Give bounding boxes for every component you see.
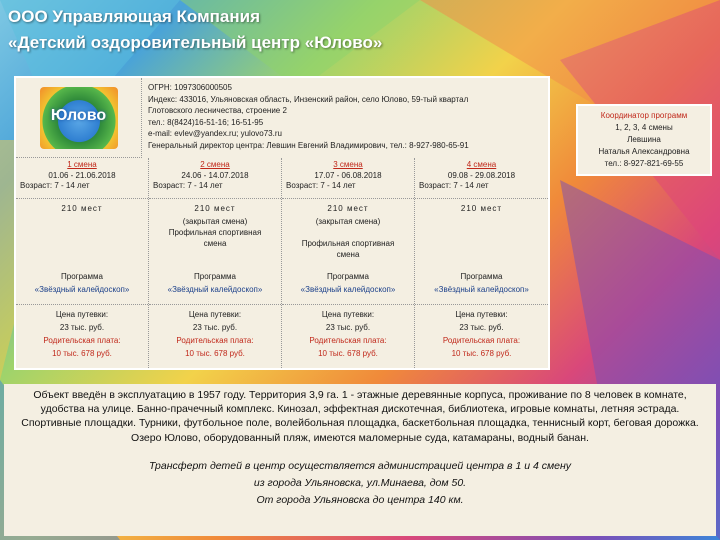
price-value: 23 тыс. руб.	[192, 323, 238, 332]
description-text: Объект введён в эксплуатацию в 1957 году. Территория 3,9 га. 1 - этажные деревянные корпуса, проживание по 8 человек в комнате, удобства на улице. Банно-прачечный комплекс. Кинозал, эффектная дискотечная, библиотека, игровые комнаты, летняя эстрада. Спортивные площадки. Турники, футбольное поле, волейбольная площадка, баскетбольная площадка, теннисный корт, беговая дорожка. Озеро Юлово, оборудованный пляж, имеются маломерные суда, катамараны, водный банан.	[21, 389, 699, 444]
shift-price	[16, 308, 148, 360]
phone: тел.: 8(8424)16-51-16; 16-51-95	[148, 117, 264, 127]
program-name: «Звёздный калейдоскоп»	[434, 285, 529, 294]
shifts-table	[16, 158, 548, 368]
price-label: Цена путевки:	[321, 310, 375, 319]
program-name: «Звёздный калейдоскоп»	[34, 285, 130, 294]
shift-dates: 24.06 - 14.07.2018	[181, 171, 249, 180]
shift-column	[16, 158, 149, 368]
shift-places: 210 мест	[61, 204, 103, 213]
spacer	[282, 227, 414, 238]
price-label: Цена путевки:	[188, 310, 242, 319]
ogrn: ОГРН: 1097306000505	[148, 83, 232, 92]
shift-program	[16, 270, 148, 296]
parent-fee-value: 10 тыс. 678 руб.	[318, 349, 378, 358]
program-name: «Звёздный калейдоскоп»	[300, 285, 396, 294]
shift-places: 210 мест	[194, 204, 236, 213]
parent-fee-label: Родительская плата:	[176, 336, 254, 345]
shift-note-3: смена	[336, 250, 360, 259]
shift-name[interactable]: 4 смена	[466, 160, 497, 169]
shift-note	[282, 216, 414, 260]
shift-note-1: (закрытая смена)	[182, 217, 248, 226]
parent-fee-label: Родительская плата:	[442, 336, 521, 345]
divider	[149, 198, 281, 199]
title-line-2: «Детский оздоровительный центр «Юлово»	[8, 33, 383, 52]
shift-price	[282, 308, 414, 360]
email: e-mail: evlev@yandex.ru; yulovo73.ru	[148, 129, 282, 138]
divider	[16, 304, 148, 305]
shift-places: 210 мест	[327, 204, 369, 213]
divider	[415, 304, 548, 305]
transfer-line-3: От города Ульяновска до центра 140 км.	[256, 493, 464, 506]
transfer-line-2: из города Ульяновска, ул.Минаева, дом 50.	[253, 476, 467, 489]
divider	[282, 198, 414, 199]
camp-logo	[40, 87, 118, 149]
parent-fee-value: 10 тыс. 678 руб.	[185, 349, 245, 358]
shift-age: Возраст: 7 - 14 лет	[153, 181, 223, 190]
shift-program	[282, 270, 414, 296]
shift-note	[149, 216, 281, 249]
parent-fee-value: 10 тыс. 678 руб.	[451, 349, 512, 358]
parent-fee-label: Родительская плата:	[309, 336, 387, 345]
divider	[282, 304, 414, 305]
shift-dates: 09.08 - 29.08.2018	[447, 171, 516, 180]
price-label: Цена путевки:	[55, 310, 109, 319]
logo-cell	[16, 78, 142, 158]
shift-age: Возраст: 7 - 14 лет	[286, 181, 356, 190]
coordinator-shifts: 1, 2, 3, 4 смены	[615, 123, 673, 132]
title-line-1: ООО Управляющая Компания	[8, 7, 261, 26]
parent-fee-label: Родительская плата:	[43, 336, 121, 345]
shift-program	[149, 270, 281, 296]
address-line-1: Индекс: 433016, Ульяновская область, Инзенский район, село Юлово, 59-тый квартал	[148, 94, 469, 104]
coordinator-card	[576, 104, 712, 176]
shift-name[interactable]: 1 смена	[67, 160, 97, 169]
price-value: 23 тыс. руб.	[459, 323, 504, 332]
director: Генеральный директор центра: Левшин Евгений Владимирович, тел.: 8-927-980-65-91	[148, 140, 469, 150]
coordinator-surname: Левшина	[627, 135, 661, 144]
shift-name[interactable]: 2 смена	[200, 160, 230, 169]
shift-program	[415, 270, 548, 296]
program-label: Программа	[460, 272, 503, 281]
page-title	[8, 4, 608, 56]
shift-age: Возраст: 7 - 14 лет	[20, 181, 90, 190]
shift-price	[149, 308, 281, 360]
description-panel	[4, 384, 716, 536]
shift-column	[415, 158, 548, 368]
shift-note-3: смена	[203, 239, 227, 248]
divider	[149, 304, 281, 305]
shift-name[interactable]: 3 смена	[333, 160, 363, 169]
program-name: «Звёздный калейдоскоп»	[167, 285, 263, 294]
logo-text: Юлово	[50, 106, 107, 124]
shift-note-2: Профильная спортивная	[301, 239, 395, 248]
camp-info-card	[14, 76, 550, 370]
coordinator-title: Координатор программ	[600, 111, 688, 120]
shift-note-1: (закрытая смена)	[315, 217, 381, 226]
price-value: 23 тыс. руб.	[59, 323, 105, 332]
shift-places: 210 мест	[460, 204, 503, 213]
shift-column	[282, 158, 415, 368]
shift-dates: 01.06 - 21.06.2018	[48, 171, 116, 180]
program-label: Программа	[61, 272, 103, 281]
transfer-line-1: Трансферт детей в центр осуществляется администрацией центра в 1 и 4 смену	[148, 459, 572, 472]
parent-fee-value: 10 тыс. 678 руб.	[52, 349, 112, 358]
program-label: Программа	[327, 272, 369, 281]
address-line-2: Глотовского лесничества, строение 2	[148, 106, 287, 115]
coordinator-name: Наталья Александровна	[598, 147, 690, 156]
price-label: Цена путевки:	[455, 310, 508, 319]
shift-dates: 17.07 - 06.08.2018	[314, 171, 382, 180]
price-value: 23 тыс. руб.	[325, 323, 371, 332]
shift-column	[149, 158, 282, 368]
program-label: Программа	[194, 272, 236, 281]
coordinator-phone: тел.: 8-927-821-69-55	[604, 159, 684, 168]
contact-info	[148, 82, 548, 151]
divider	[16, 198, 148, 199]
divider	[415, 198, 548, 199]
shift-price	[415, 308, 548, 360]
shift-note-2: Профильная спортивная	[168, 228, 262, 237]
shift-age: Возраст: 7 - 14 лет	[419, 181, 489, 190]
